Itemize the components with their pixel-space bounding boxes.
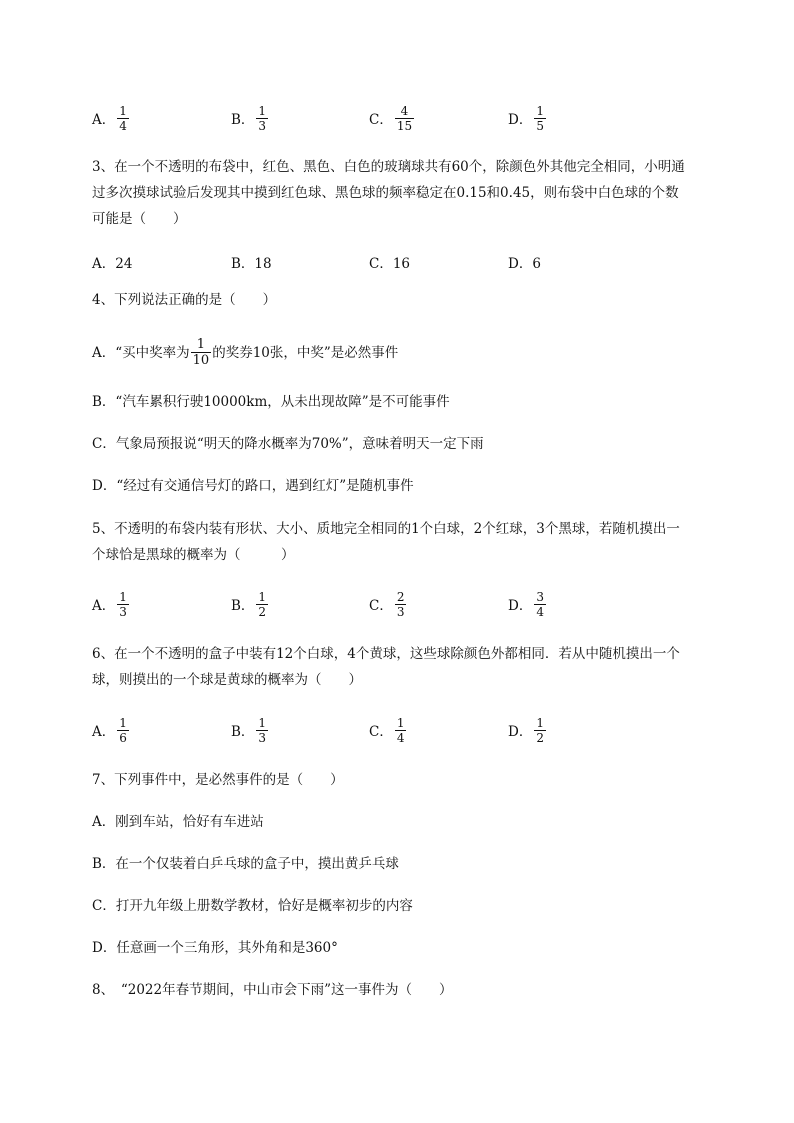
q5-option-b bbox=[231, 586, 270, 622]
fraction: $\frac{1}{6}$ bbox=[119, 715, 127, 745]
q7-option-b: B．在一个仅装着白乒乓球的盒子中，摸出黄乒乓球 bbox=[92, 856, 399, 872]
q5-option-c bbox=[369, 586, 408, 622]
q8-stem: 8、 “2022年春节期间，中山市会下雨”这一事件为（ ） bbox=[92, 982, 453, 998]
q7-option-d: D．任意画一个三角形，其外角和是360° bbox=[92, 940, 338, 956]
fraction: $\frac{4}{15}$ bbox=[396, 103, 413, 133]
q2-option-b bbox=[231, 100, 270, 136]
option-label: C． bbox=[369, 598, 393, 614]
fraction: $\frac{1}{3}$ bbox=[258, 103, 267, 133]
option-label: C． bbox=[369, 724, 393, 740]
fraction: $\frac{1}{2}$ bbox=[536, 715, 544, 745]
option-label: D． bbox=[508, 112, 533, 128]
fraction: $\frac{1}{3}$ bbox=[119, 589, 127, 619]
q3-stem-line-2: 过多次摸球试验后发现其中摸到红色球、黑色球的频率稳定在0.15和0.45，则布袋中白色球的个数 bbox=[92, 185, 679, 201]
option-label: A． bbox=[92, 112, 116, 128]
option-label: C． bbox=[369, 112, 393, 128]
q7-stem: 7、下列事件中，是必然事件的是（ ） bbox=[92, 772, 344, 788]
q3-option-c: C．16 bbox=[369, 256, 411, 272]
q6-stem-line-1: 6、在一个不透明的盒子中装有12个白球，4个黄球，这些球除颜色外都相同．若从中随机摸出一个 bbox=[92, 646, 680, 662]
q4-option-a-pre: A．“买中奖率为 bbox=[92, 345, 190, 361]
q5-stem-line-2: 个球恰是黑球的概率为（ ） bbox=[92, 547, 295, 563]
fraction: $\frac{1}{2}$ bbox=[258, 589, 267, 619]
fraction: $\frac{3}{4}$ bbox=[536, 589, 544, 619]
q6-stem-line-2: 球，则摸出的一个球是黄球的概率为（ ） bbox=[92, 672, 362, 688]
q6-option-b bbox=[231, 712, 270, 748]
q5-stem-line-1: 5、不透明的布袋内装有形状、大小、质地完全相同的1个白球，2个红球，3个黑球，若随机摸出一 bbox=[92, 521, 680, 537]
q3-option-d: D．6 bbox=[508, 256, 541, 272]
option-label: A． bbox=[92, 724, 116, 740]
q5-option-d bbox=[508, 586, 548, 622]
fraction: $\frac{1}{5}$ bbox=[536, 103, 544, 133]
option-label: D． bbox=[508, 724, 533, 740]
q4-option-c: C．气象局预报说“明天的降水概率为70%”，意味着明天一定下雨 bbox=[92, 436, 484, 452]
q3-option-a: A．24 bbox=[92, 256, 133, 272]
q6-option-a bbox=[92, 712, 131, 748]
q7-option-a: A．刚到车站，恰好有车进站 bbox=[92, 814, 264, 830]
q5-option-a bbox=[92, 586, 131, 622]
q4-option-b: B．“汽车累积行驶10000km，从未出现故障”是不可能事件 bbox=[92, 394, 450, 410]
q4-option-a-post: 的奖券10张，中奖”是必然事件 bbox=[212, 345, 399, 361]
fraction: $\frac{1}{4}$ bbox=[119, 103, 127, 133]
q2-option-d bbox=[508, 100, 548, 136]
fraction: $\frac{2}{3}$ bbox=[396, 589, 405, 619]
fraction: $\frac{1}{10}$ bbox=[192, 336, 210, 368]
option-label: D． bbox=[508, 598, 533, 614]
q3-stem-line-1: 3、在一个不透明的布袋中，红色、黑色、白色的玻璃球共有60个，除颜色外其他完全相同，小明通 bbox=[92, 159, 685, 175]
q7-option-c: C．打开九年级上册数学教材，恰好是概率初步的内容 bbox=[92, 898, 413, 914]
option-label: B． bbox=[231, 598, 255, 614]
q4-option-d: D．“经过有交通信号灯的路口，遇到红灯”是随机事件 bbox=[92, 478, 414, 494]
option-label: B． bbox=[231, 724, 255, 740]
option-label: B． bbox=[231, 112, 255, 128]
q3-option-b: B．18 bbox=[231, 256, 272, 272]
option-label: A． bbox=[92, 598, 116, 614]
q2-option-a bbox=[92, 100, 131, 136]
q4-stem: 4、下列说法正确的是（ ） bbox=[92, 292, 277, 308]
q6-option-c bbox=[369, 712, 408, 748]
fraction: $\frac{1}{4}$ bbox=[396, 715, 405, 745]
q2-option-c bbox=[369, 100, 416, 136]
q4-option-a bbox=[92, 336, 399, 368]
fraction: $\frac{1}{3}$ bbox=[258, 715, 267, 745]
q6-option-d bbox=[508, 712, 548, 748]
q3-stem-line-3: 可能是（ ） bbox=[92, 211, 187, 227]
